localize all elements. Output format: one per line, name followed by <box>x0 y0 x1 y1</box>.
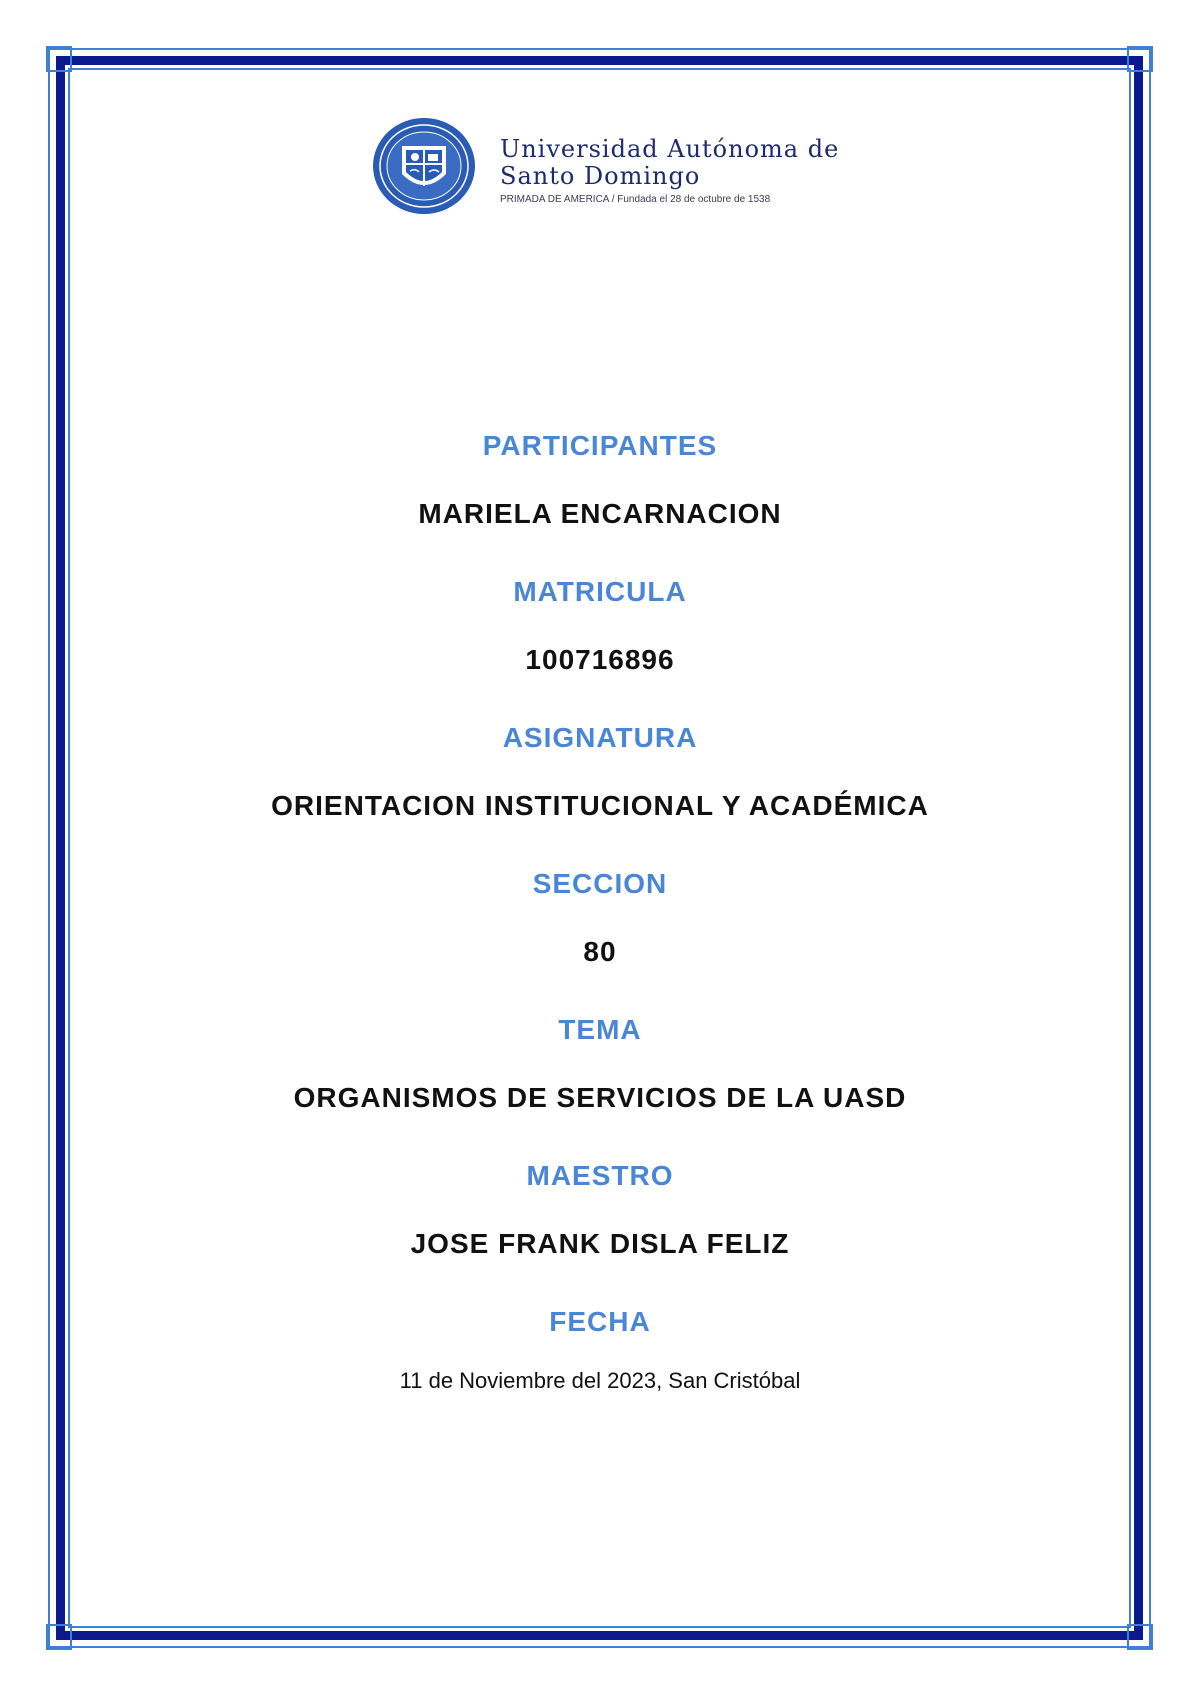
maestro-value: JOSE FRANK DISLA FELIZ <box>410 1228 790 1259</box>
participantes-value: MARIELA ENCARNACION <box>418 498 782 529</box>
maestro-label: MAESTRO <box>526 1160 674 1191</box>
university-name: Universidad Autónoma de Santo Domingo <box>500 135 840 190</box>
border-corner-bottom-right <box>1127 1624 1153 1650</box>
university-logo <box>372 116 882 216</box>
fecha-label: FECHA <box>549 1306 651 1337</box>
cover-details <box>80 420 1120 1409</box>
university-seal-icon <box>372 116 476 216</box>
participantes-label: PARTICIPANTES <box>482 430 718 461</box>
border-corner-bottom-left <box>46 1624 72 1650</box>
border-corner-top-left <box>46 46 72 72</box>
tema-label: TEMA <box>558 1014 642 1045</box>
tema-value: ORGANISMOS DE SERVICIOS DE LA UASD <box>293 1082 907 1113</box>
matricula-value: 100716896 <box>525 644 675 675</box>
asignatura-label: ASIGNATURA <box>502 722 698 753</box>
seccion-label: SECCION <box>532 868 668 899</box>
university-tagline: PRIMADA DE AMERICA / Fundada el 28 de octubre de 1538 <box>500 194 771 205</box>
asignatura-value: ORIENTACION INSTITUCIONAL Y ACADÉMICA <box>271 790 929 821</box>
fecha-value: 11 de Noviembre del 2023, San Cristóbal <box>399 1368 801 1393</box>
border-corner-top-right <box>1127 46 1153 72</box>
matricula-label: MATRICULA <box>513 576 687 607</box>
seccion-value: 80 <box>583 936 617 967</box>
